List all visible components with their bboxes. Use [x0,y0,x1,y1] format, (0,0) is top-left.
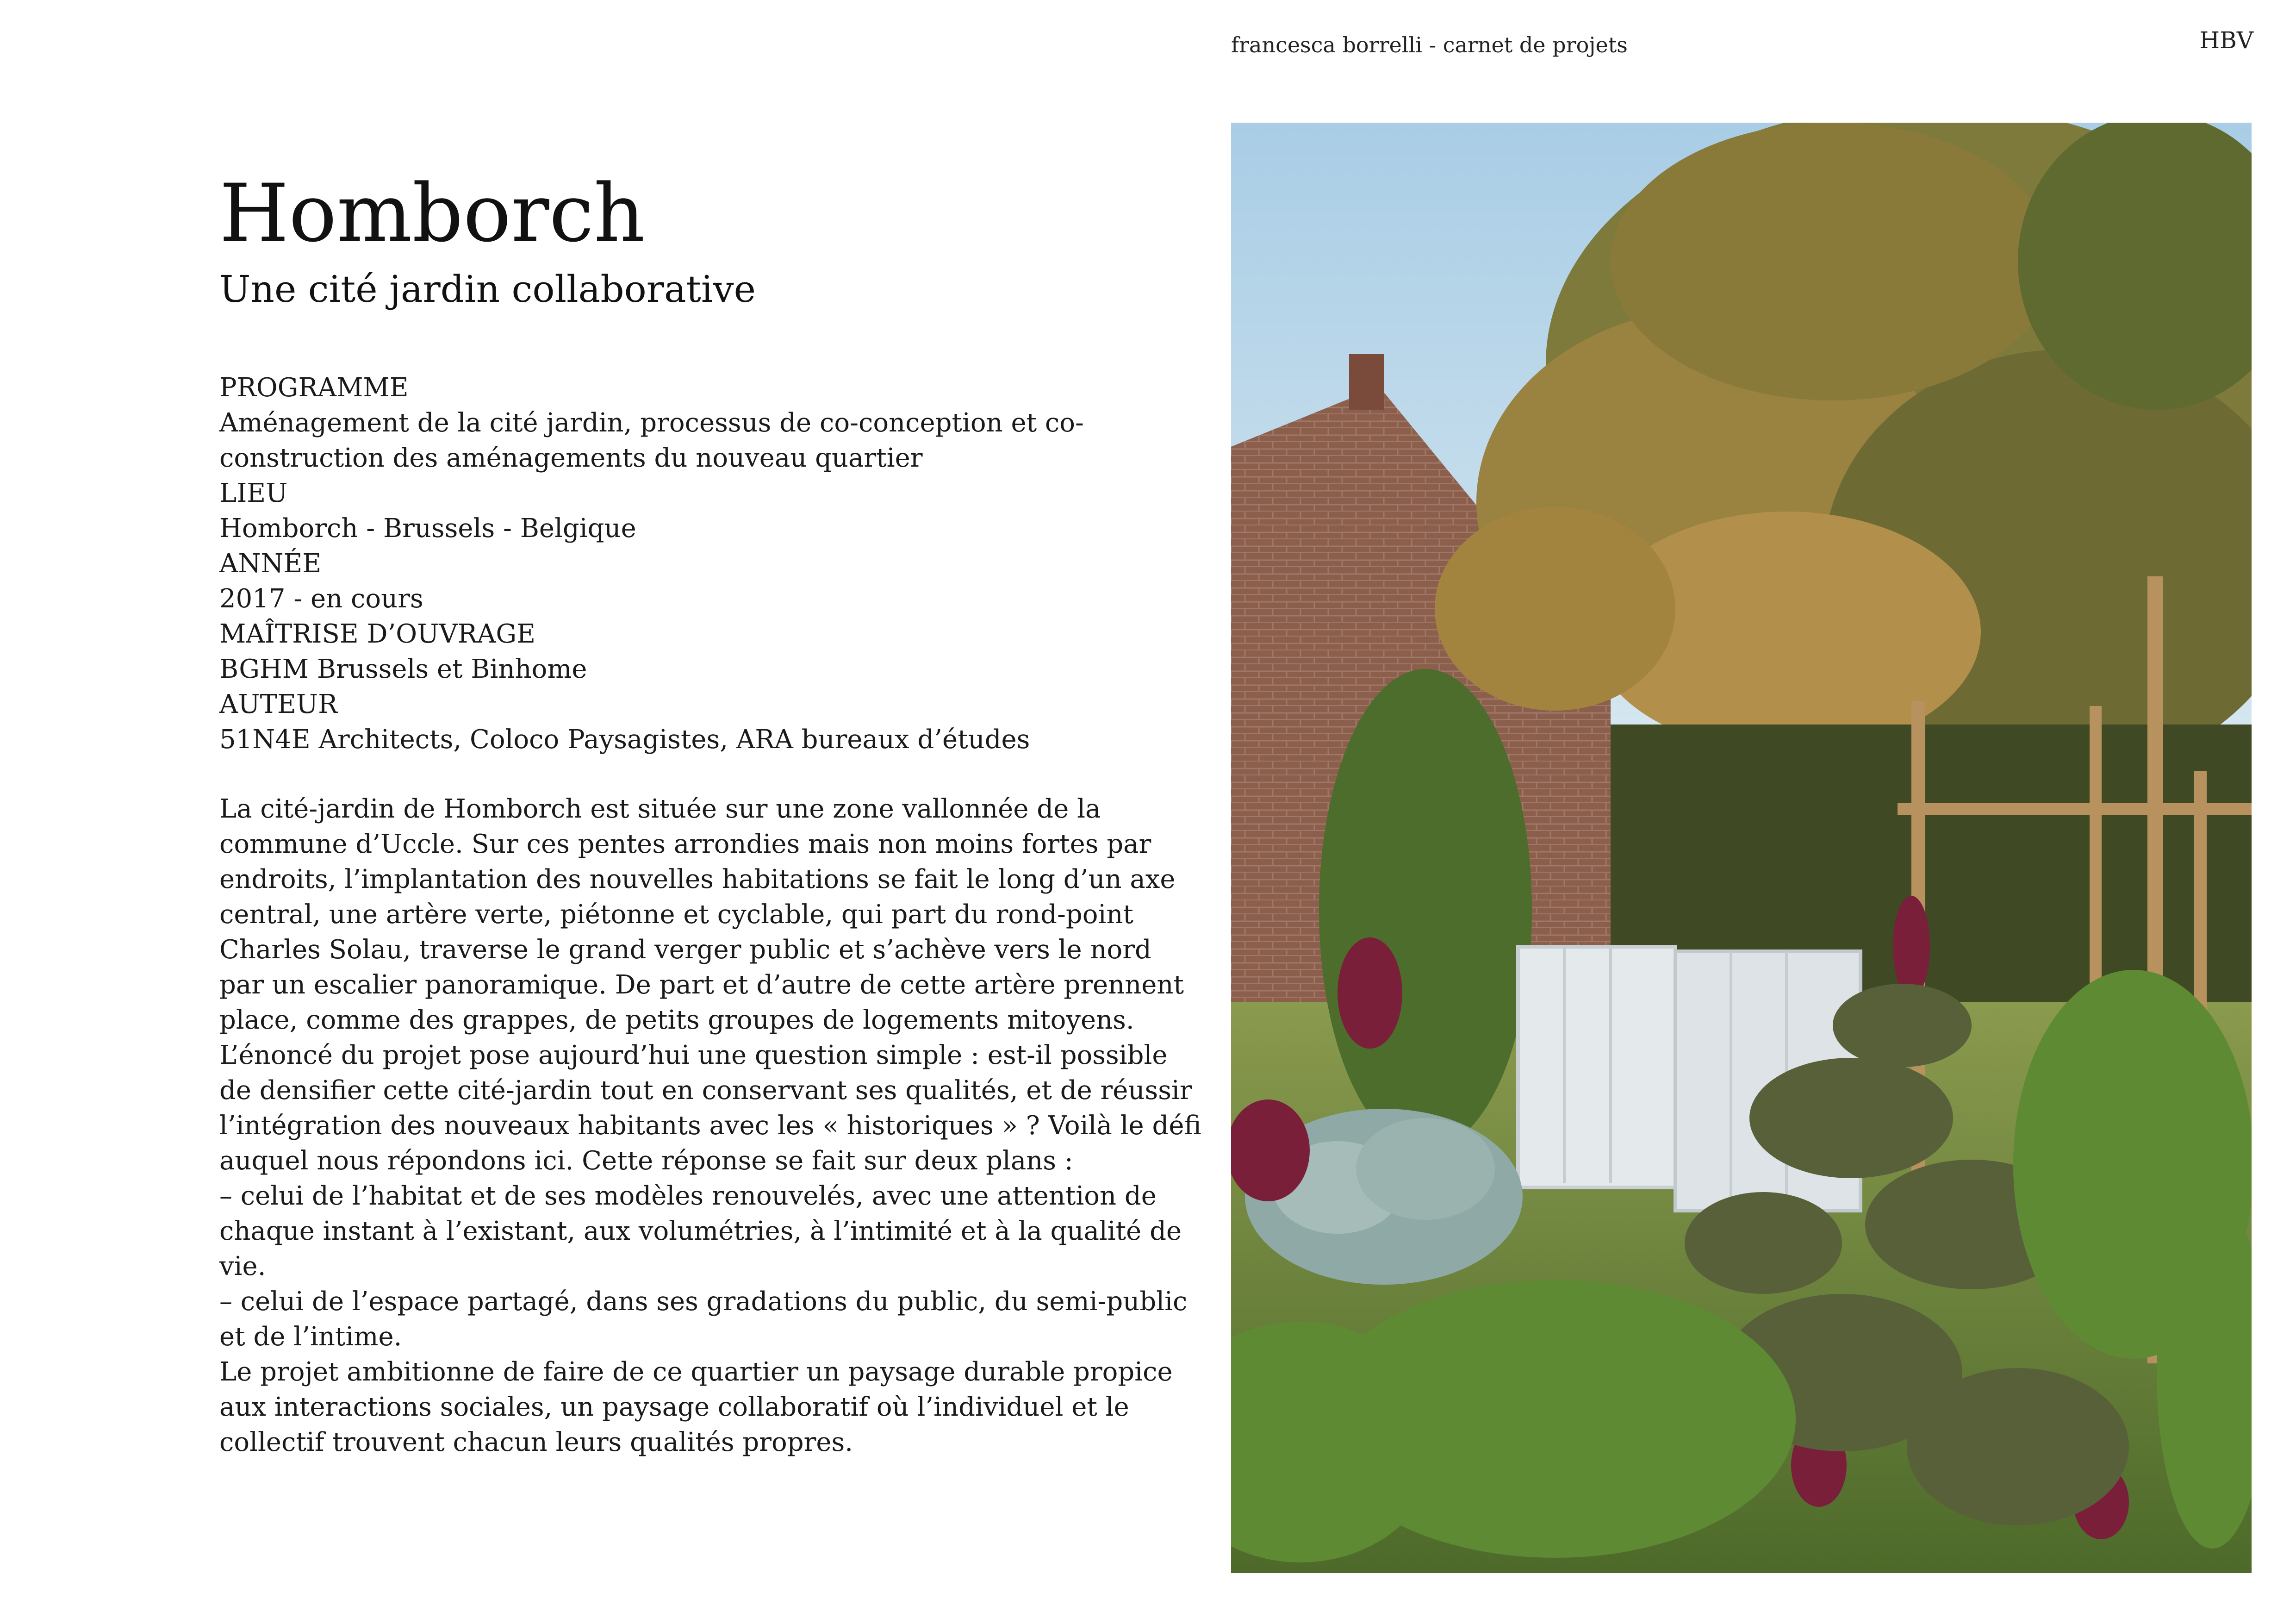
garden-photo [1231,123,2252,1573]
description-line: collectif trouvent chacun leurs qualités propres. [219,1427,853,1457]
meta-label-lieu: LIEU [219,478,288,508]
description-line: – celui de l’habitat et de ses modèles renouvelés, avec une attention de [219,1181,1157,1211]
meta-label-auteur: AUTEUR [219,689,338,719]
description-line: auquel nous répondons ici. Cette réponse se fait sur deux plans : [219,1146,1073,1176]
meta-label-maitrise: MAÎTRISE D’OUVRAGE [219,619,536,649]
project-description [219,792,1201,1460]
description-line: La cité-jardin de Homborch est située sur une zone vallonnée de la [219,794,1101,824]
description-line: de densifier cette cité-jardin tout en conservant ses qualités, et de réussir [219,1075,1192,1106]
description-line: – celui de l’espace partagé, dans ses gradations du public, du semi-public [219,1287,1188,1317]
garden-illustration [1231,123,2252,1573]
corner-mark: HBV [2199,27,2253,54]
description-line: et de l’intime. [219,1322,402,1352]
description-line: l’intégration des nouveaux habitants avec les « historiques » ? Voilà le défi [219,1111,1201,1141]
climbing-ivy [1319,669,1532,1150]
page-title: Homborch [219,167,645,260]
description-line: L’énoncé du projet pose aujourd’hui une question simple : est-il possible [219,1040,1168,1070]
description-line: endroits, l’implantation des nouvelles habitations se fait le long d’un axe [219,864,1176,894]
meta-value-maitrise: BGHM Brussels et Binhome [219,654,587,684]
description-line: central, une artère verte, piétonne et cyclable, qui part du rond-point [219,899,1133,930]
description-line: par un escalier panoramique. De part et d’autre de cette artère prennent [219,970,1184,1000]
chimney [1349,354,1384,410]
meta-value-programme-cont: construction des aménagements du nouveau quartier [219,443,923,473]
running-title: francesca borrelli - carnet de projets [1231,32,1628,57]
meta-value-auteur: 51N4E Architects, Coloco Paysagistes, ARA bureaux d’études [219,725,1030,755]
project-meta [219,370,1099,757]
page-subtitle: Une cité jardin collaborative [219,268,756,311]
description-line: commune d’Uccle. Sur ces pentes arrondies mais non moins fortes par [219,829,1151,859]
meta-value-annee: 2017 - en cours [219,584,423,614]
meta-value-programme: Aménagement de la cité jardin, processus de co-conception et co- [219,408,1084,438]
description-line: vie. [219,1251,266,1281]
meta-label-annee: ANNÉE [219,549,322,579]
description-line: chaque instant à l’existant, aux volumétries, à l’intimité et à la qualité de [219,1216,1182,1246]
meta-value-lieu: Homborch - Brussels - Belgique [219,513,636,543]
description-line: aux interactions sociales, un paysage collaboratif où l’individuel et le [219,1392,1129,1422]
description-line: place, comme des grappes, de petits groupes de logements mitoyens. [219,1005,1134,1035]
description-line: Le projet ambitionne de faire de ce quartier un paysage durable propice [219,1357,1173,1387]
meta-label-programme: PROGRAMME [219,373,409,403]
description-line: Charles Solau, traverse le grand verger public et s’achève vers le nord [219,935,1151,965]
